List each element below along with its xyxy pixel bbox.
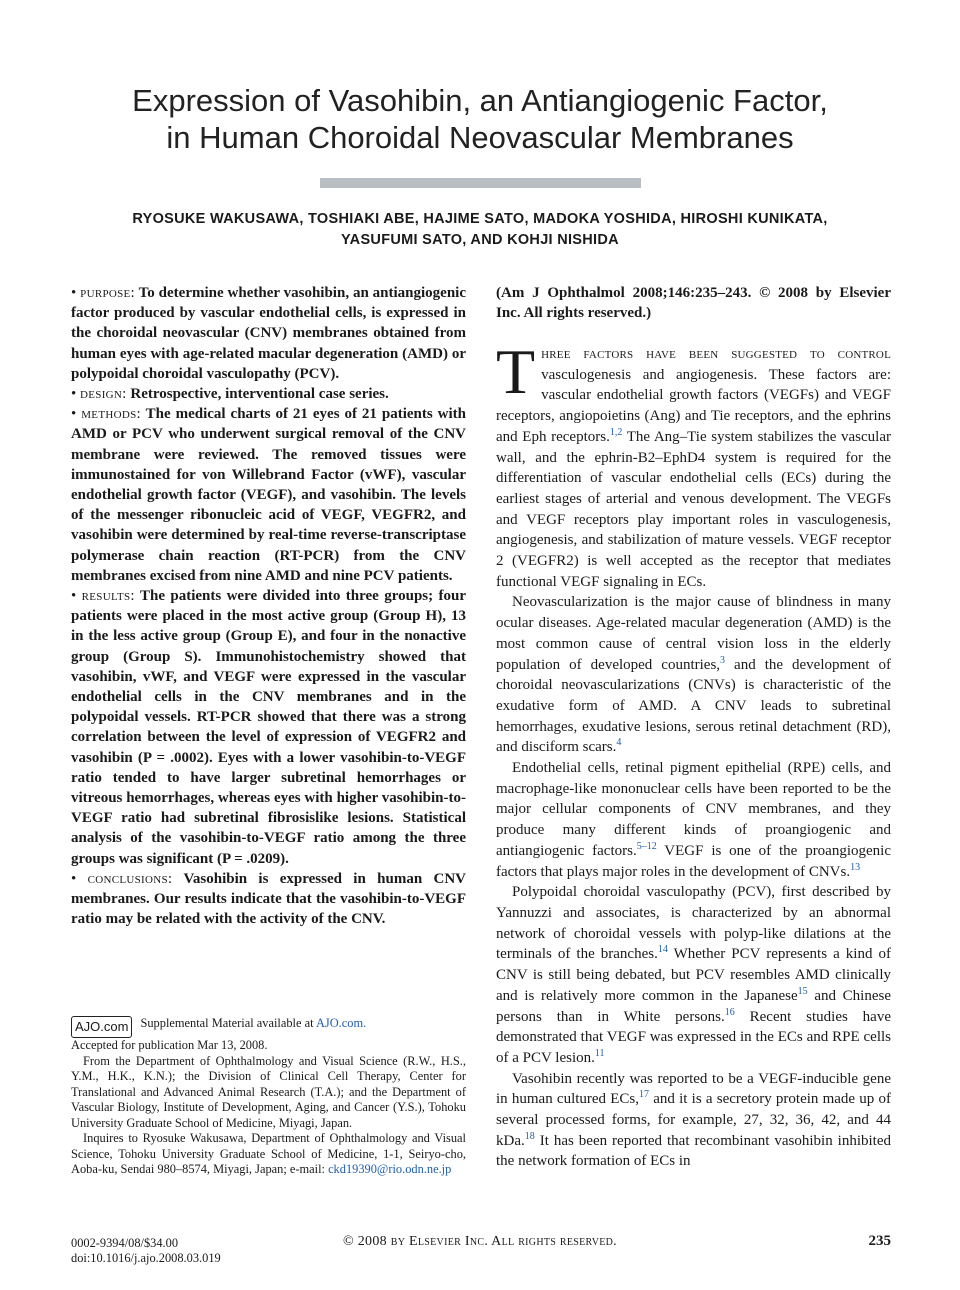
drop-cap: T	[496, 336, 536, 407]
reference-link[interactable]: 18	[524, 1130, 535, 1142]
email-link[interactable]: ckd19390@rio.odn.ne.jp	[328, 1162, 452, 1176]
affiliations: From the Department of Ophthalmology and Visual Science (R.W., H.S., Y.M., H.K., K.N.); the Division of Clinical Cell Therapy, Center for Translational and Advanced Animal Research (T.A.); and the Department of Vascular Biology, Institute of Development, Aging, and Cancer (Y.S.), Tohoku University Graduate School of Medicine, Miyagi, Japan.	[71, 1053, 466, 1130]
paragraph-1: Three factors have been suggested to control vasculogenesis and angiogenesis. These factors are: vascular endothelial growth factors (VEGFs) and VEGF receptors, angiopoietins (Ang) and Tie receptors, and the ephrins and Eph receptors.$^{1,2}$ The Ang–Tie system stabilizes the vascular wall, and the ephrin-B2–EphD4 system is required for the differentiation of vascular endothelial cells (ECs) during the earliest stages of arterial and venous development. The VEGFs and VEGF receptors play important roles in vasculogenesis, angiogenesis, and stabilization of mature vessels. VEGF receptor 2 (VEGFR2) is well accepted as the receptor that mediates functional VEGF signaling in ECs.	[496, 336, 891, 590]
authors-line-1: RYOSUKE WAKUSAWA, TOSHIAKI ABE, HAJIME SATO, MADOKA YOSHIDA, HIROSHI KUNIKATA,	[132, 211, 828, 227]
footnotes	[71, 1016, 466, 1178]
footer-identifiers	[71, 1236, 221, 1266]
supplemental-note: AJO.com Supplemental Material available at AJO.com.	[71, 1016, 466, 1038]
title-line-2: in Human Choroidal Neovascular Membranes	[166, 120, 794, 155]
page-number: 235	[868, 1233, 891, 1249]
design-text: Retrospective, interventional case series.	[130, 386, 389, 403]
abstract-conclusions	[71, 869, 466, 930]
methods-label: methods:	[81, 406, 141, 423]
reference-link[interactable]: 1,2	[609, 426, 623, 438]
conclusions-text: Vasohibin is expressed in human CNV membranes. Our results indicate that the vasohibin-to-VEGF ratio may be related with the activity of the CNV.	[71, 870, 466, 928]
paragraph-3: Endothelial cells, retinal pigment epithelial (RPE) cells, and macrophage-like mononuclear cells have been reported to be the major cellular components of CNV membranes, and they produce many different kinds of proangiogenic and antiangiogenic factors.$^{5-12}$ VEGF is one of the proangiogenic factors that plays major roles in the development of CNVs.$^{13}$	[496, 760, 891, 880]
article-title	[60, 82, 900, 156]
reference-link[interactable]: 14	[657, 944, 668, 956]
copyright-notice: © 2008 by Elsevier Inc. All rights reserved.	[343, 1234, 617, 1249]
authors-line-2: YASUFUMI SATO, AND KOHJI NISHIDA	[341, 232, 619, 248]
title-divider-bar	[320, 178, 641, 188]
abstract	[71, 283, 466, 930]
bullet-icon: •	[71, 406, 77, 423]
reference-link[interactable]: 13	[850, 861, 861, 873]
reference-link[interactable]: 16	[724, 1006, 735, 1018]
bullet-icon: •	[71, 588, 77, 605]
abstract-results	[71, 586, 466, 869]
journal-citation: (Am J Ophthalmol 2008;146:235–243. © 2008 by Elsevier Inc. All rights reserved.)	[496, 285, 891, 322]
reference-link[interactable]: 11	[594, 1047, 605, 1059]
reference-link[interactable]: 17	[639, 1089, 650, 1101]
methods-text: The medical charts of 21 eyes of 21 patients with AMD or PCV who underwent surgical removal of the CNV membrane were reviewed. The removed tissues were immunostained for von Willebrand Factor (vWF), vascular endothelial growth factor (VEGF), and vasohibin. The levels of the messenger ribonucleic acid of VEGF, VEGFR2, and vasohibin were determined by real-time reverse-transcriptase polymerase chain reaction (RT-PCR) from the CNV membranes excised from nine AMD and nine PCV patients.	[71, 406, 466, 584]
results-label: results:	[81, 588, 135, 605]
bullet-icon: •	[71, 870, 77, 887]
bullet-icon: •	[71, 285, 77, 301]
paragraph-5: Vasohibin recently was reported to be a VEGF-inducible gene in human cultured ECs,$^{17}$ and it is a secretory protein made up of several processed forms, for example, 27, 32, 36, 42, and 44 kDa.$^{18}$ It has been reported that recombinant vasohibin inhibited the network formation of ECs in	[496, 1070, 891, 1170]
paragraph-4: Polypoidal choroidal vasculopathy (PCV), first described by Yannuzzi and associates, is characterized by an abnormal network of choroidal vessels with polyp-like dilations at the terminals of the branches.$^{14}$ Whether PCV represents a kind of CNV is still being debated, but PCV resembles AMD clinically and is relatively more common in the Japanese$^{15}$ and Chinese persons than in White persons.$^{16}$ Recent studies have demonstrated that VEGF was expressed in the ECs and RPE cells of a PCV lesion.$^{11}$	[496, 884, 891, 1066]
issn: 0002-9394/08/$34.00	[71, 1236, 179, 1250]
lead-in: hree factors have been suggested to control	[541, 346, 891, 362]
accepted-date: Accepted for publication Mar 13, 2008.	[71, 1038, 268, 1052]
reference-link[interactable]: 4	[616, 737, 622, 749]
abstract-design	[71, 384, 466, 404]
title-line-1: Expression of Vasohibin, an Antiangiogenic Factor,	[132, 83, 828, 118]
doi: doi:10.1016/j.ajo.2008.03.019	[71, 1251, 221, 1265]
paragraph-2: Neovascularization is the major cause of blindness in many ocular diseases. Age-related macular degeneration (AMD) is the most common cause of central vision loss in the elderly population of developed countries,$^3$ and the development of choroidal neovascularizations (CNVs) is characteristic of the exudative form of AMD. A CNV leads to subretinal hemorrhages, exudative lesions, serous retinal detachment (RD), and disciform scars.$^4$	[496, 594, 891, 756]
conclusions-label: conclusions:	[87, 870, 173, 887]
abstract-methods	[71, 404, 466, 586]
bullet-icon: •	[71, 386, 77, 403]
purpose-text: To determine whether vasohibin, an antiangiogenic factor produced by vascular endothelial cells, is expressed in the choroidal neovascular (CNV) membranes obtained from human eyes with age-related macular degeneration (AMD) or polypoidal choroidal vasculopathy (PCV).	[71, 285, 467, 382]
design-label: design:	[80, 386, 127, 403]
body-text	[496, 336, 891, 1172]
ajo-logo: AJO.com	[71, 1016, 132, 1038]
correspondence: Inquires to Ryosuke Wakusawa, Department of Ophthalmology and Visual Science, Tohoku University Graduate School of Medicine, 1-1, Seiryo-cho, Aoba-ku, Sendai 980–8574, Miyagi, Japan; e-mail: ckd19390@rio.odn.ne.jp	[71, 1131, 466, 1176]
reference-link[interactable]: 15	[797, 985, 808, 997]
purpose-label: purpose:	[80, 285, 136, 301]
reference-link[interactable]: 5–12	[636, 840, 657, 852]
reference-link[interactable]: 3	[720, 654, 726, 666]
ajo-link[interactable]: AJO.com.	[315, 1016, 367, 1030]
results-text: The patients were divided into three groups; four patients were placed in the most active group (Group H), 13 in the less active group (Group E), and four in the nonactive group (Group S). Immunohistochemistry showed that vasohibin, vWF, and VEGF were expressed in the vascular endothelial cells in the CNV membranes and in the polypoidal vessels. RT-PCR showed that there was a strong correlation between the level of expression of VEGFR2 and vasohibin (P = .0002). Eyes with a lower vasohibin-to-VEGF ratio tended to have larger subretinal hemorrhages or vitreous hemorrhages, whereas eyes with higher vasohibin-to-VEGF ratio had subretinal fibrosislike lesions. Statistical analysis of the vasohibin-to-VEGF ratio among the three groups was significant (P = .0209).	[71, 588, 467, 867]
abstract-purpose	[71, 283, 466, 384]
author-list	[60, 209, 900, 251]
